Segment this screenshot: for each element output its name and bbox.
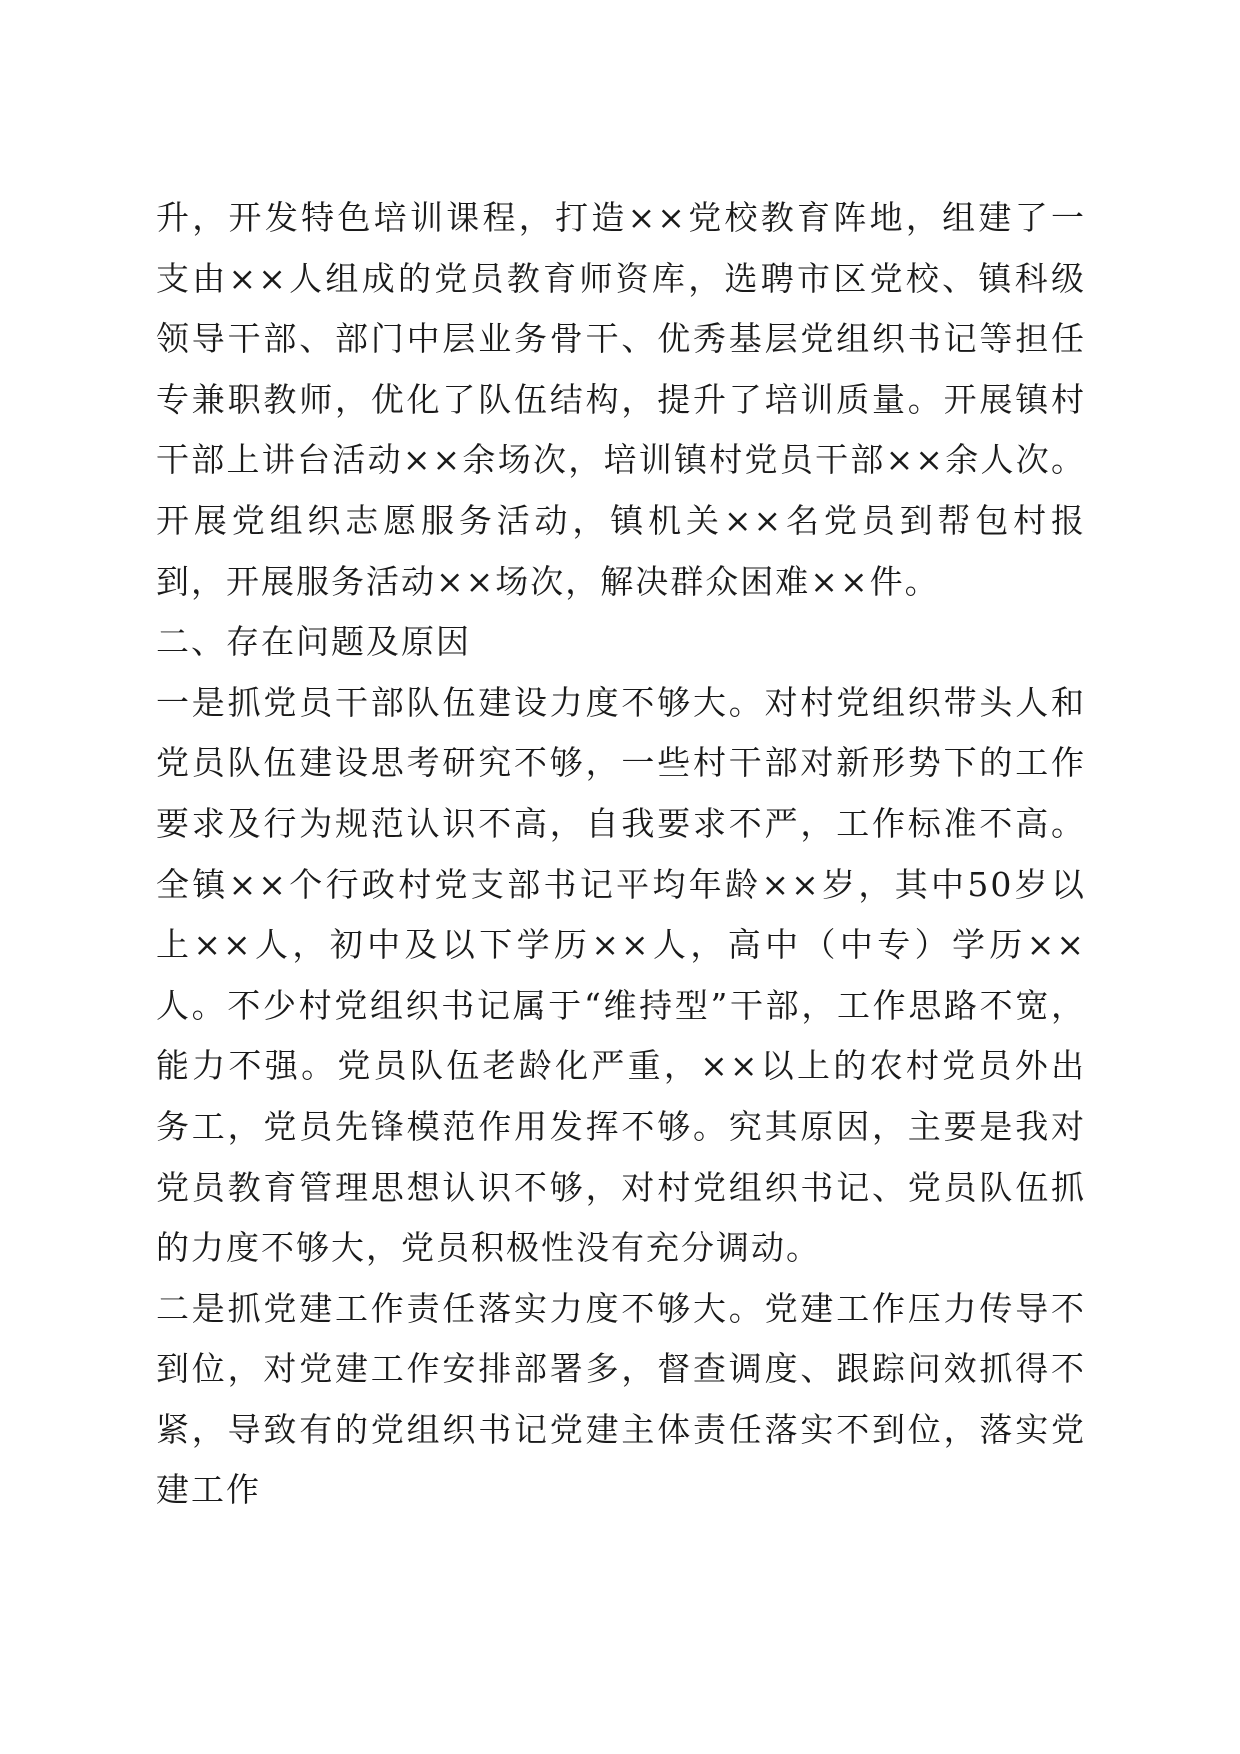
paragraph-training-summary: 升，开发特色培训课程，打造××党校教育阵地，组建了一支由××人组成的党员教育师资库，选聘市区党校、镇科级领导干部、部门中层业务骨干、优秀基层党组织书记等担任专兼职教师，优化了队伍结构，提升了培训质量。开展镇村干部上讲台活动××余场次，培训镇村党员干部××余人次。开展党组织志愿服务活动，镇机关××名党员到帮包村报到，开展服务活动××场次，解决群众困难××件。	[156, 198, 1086, 601]
document-body	[156, 188, 1086, 1521]
paragraph-problem-two: 二是抓党建工作责任落实力度不够大。党建工作压力传导不到位，对党建工作安排部署多，督查调度、跟踪问效抓得不紧，导致有的党组织书记党建主体责任落实不到位，落实党建工作	[156, 1288, 1086, 1510]
section-heading-problems: 二、存在问题及原因	[156, 622, 471, 662]
paragraph-problem-one: 一是抓党员干部队伍建设力度不够大。对村党组织带头人和党员队伍建设思考研究不够，一些村干部对新形势下的工作要求及行为规范认识不高，自我要求不严，工作标准不高。全镇××个行政村党支部书记平均年龄××岁，其中50岁以上××人，初中及以下学历××人，高中（中专）学历××人。不少村党组织书记属于“维持型”干部，工作思路不宽，能力不强。党员队伍老龄化严重，××以上的农村党员外出务工，党员先锋模范作用发挥不够。究其原因，主要是我对党员教育管理思想认识不够，对村党组织书记、党员队伍抓的力度不够大，党员积极性没有充分调动。	[156, 682, 1086, 1268]
